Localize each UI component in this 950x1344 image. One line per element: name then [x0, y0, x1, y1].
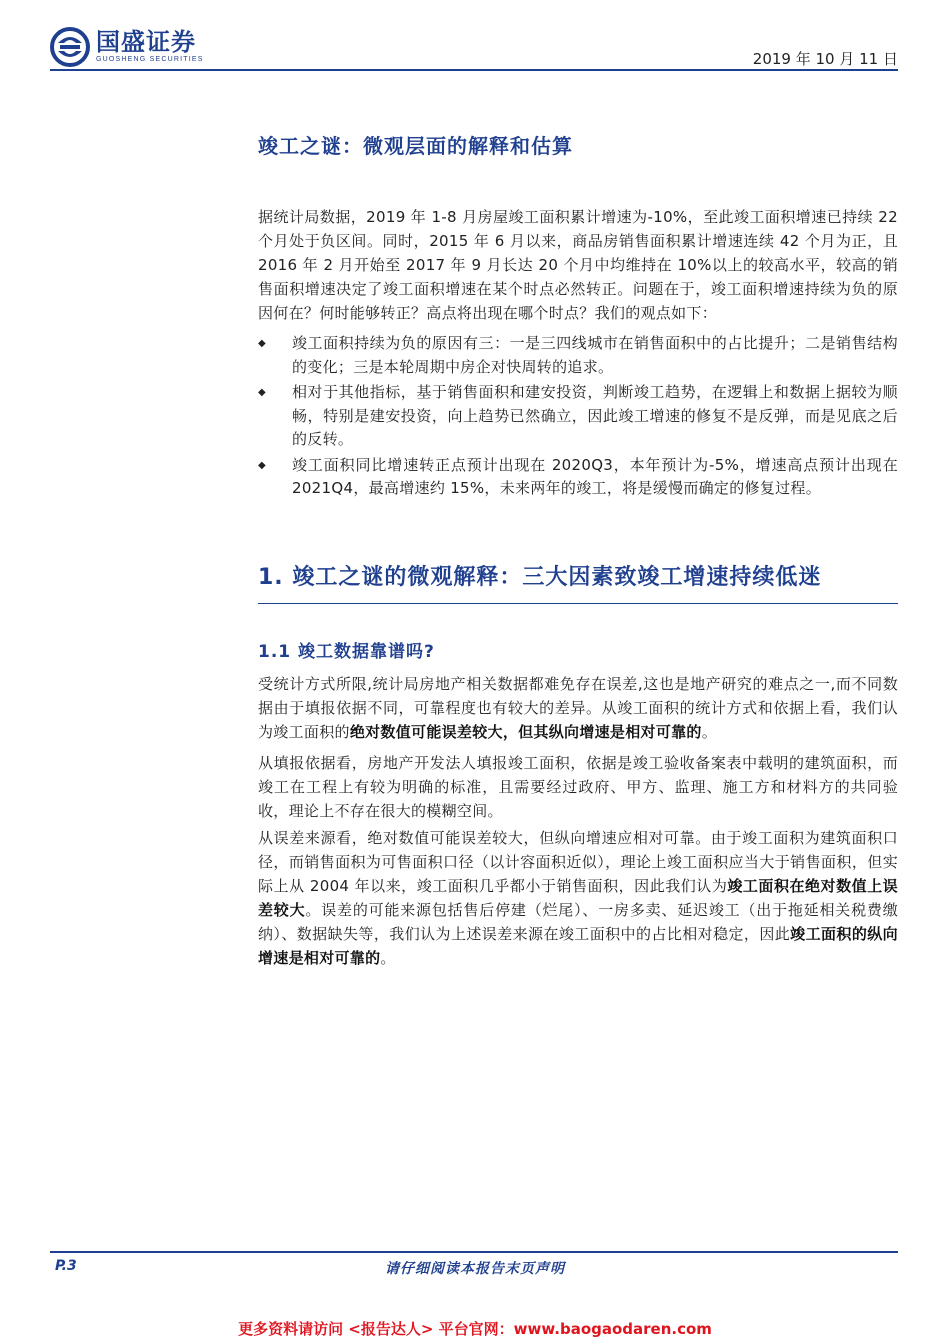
bullet-diamond-icon: ◆: [258, 338, 266, 349]
brand-name-en: GUOSHENG SECURITIES: [96, 56, 204, 63]
body-paragraph-2: 从填报依据看，房地产开发法人填报竣工面积，依据是竣工验收备案表中载明的建筑面积，而竣工在工程上有较为明确的标准，且需要经过政府、甲方、监理、施工方和材料方的共同验收，理论上不存在很大的模糊空间。: [258, 754, 898, 820]
brand-name-cn: 国盛证券: [96, 28, 196, 56]
emphasis-text: 竣工面积的纵向增速是相对可靠的: [258, 925, 898, 967]
bullet-diamond-icon: ◆: [258, 459, 266, 471]
footer-divider: [50, 1251, 898, 1253]
text-run: 。: [701, 723, 718, 741]
emphasis-text: 绝对数值可能误差较大，但其纵向增速是相对可靠的: [349, 723, 702, 741]
subsection-heading: 1.1 竣工数据靠谱吗?: [258, 642, 435, 662]
bullet-text: 竣工面积同比增速转正点预计出现在 2020Q3，本年预计为-5%，增速高点预计出现在 2021Q4，最高增速约 15%，未来两年的竣工，将是缓慢而确定的修复过程。: [292, 455, 898, 497]
body-paragraph-1: [258, 672, 898, 744]
key-points-list: [258, 332, 898, 503]
intro-title: 竣工之谜：微观层面的解释和估算: [258, 134, 573, 158]
bullet-text: 竣工面积持续为负的原因有三：一是三四线城市在销售面积中的占比提升；二是销售结构的变化；三是本轮周期中房企对快周转的追求。: [292, 334, 898, 376]
header-divider: [50, 69, 898, 71]
text-run: 受统计方式所限,统计局房地产相关数据都难免存在误差,这也是地产研究的难点之一,而不同数据由于填报依据不同，可靠程度也有较大的差异。从竣工面积的统计方式和依据上看，我们认为竣工面积的: [258, 675, 898, 741]
bullet-text: 相对于其他指标，基于销售面积和建安投资，判断竣工趋势，在逻辑上和数据上据较为顺畅，特别是建安投资，向上趋势已然确立，因此竣工增速的修复不是反弹，而是见底之后的反转。: [292, 383, 898, 448]
section-divider: [258, 603, 898, 604]
text-run: 从误差来源看，绝对数值可能误差较大，但纵向增速应相对可靠。由于竣工面积为建筑面积口径，而销售面积为可售面积口径（以计容面积近似），理论上竣工面积应当大于销售面积，但实际上从 2004 年以来，竣工面积几乎都小于销售面积，因此我们认为: [258, 829, 898, 895]
list-item: [258, 454, 898, 501]
list-item: [258, 332, 898, 379]
website-link[interactable]: 更多资料请访问 <报告达人> 平台官网：www.baogaodaren.com: [238, 1320, 712, 1338]
text-run: 。误差的可能来源包括售后停建（烂尾）、一房多卖、延迟竣工（出于拖延相关税费缴纳）、数据缺失等，我们认为上述误差来源在竣工面积中的占比相对稳定，因此: [258, 901, 898, 943]
page-number: P.3: [55, 1258, 77, 1274]
bullet-diamond-icon: ◆: [258, 387, 266, 398]
list-item: [258, 381, 898, 452]
section-heading: 1. 竣工之谜的微观解释：三大因素致竣工增速持续低迷: [258, 565, 822, 590]
disclaimer-text: 请仔细阅读本报告末页声明: [385, 1261, 565, 1277]
company-logo: [50, 27, 204, 67]
report-date: 2019 年 10 月 11 日: [752, 50, 898, 68]
text-run: 。: [380, 949, 396, 967]
body-paragraph-3: [258, 826, 898, 970]
intro-paragraph: 据统计局数据，2019 年 1-8 月房屋竣工面积累计增速为-10%，至此竣工面积增速已持续 22 个月处于负区间。同时，2015 年 6 月以来，商品房销售面积累计增速连续 42 个月为正，且 2016 年 2 月开始至 2017 年 9 月长达 20 个月中均维持在 10%以上的较高水平，较高的销售面积增速决定了竣工面积增速在某个时点必然转正。问题在于，竣工面积增速持续为负的原因何在？何时能够转正？高点将出现在哪个时点？我们的观点如下：: [258, 208, 898, 322]
guosheng-logo-icon: [50, 27, 90, 67]
emphasis-text: 竣工面积在绝对数值上误差较大: [258, 877, 898, 919]
